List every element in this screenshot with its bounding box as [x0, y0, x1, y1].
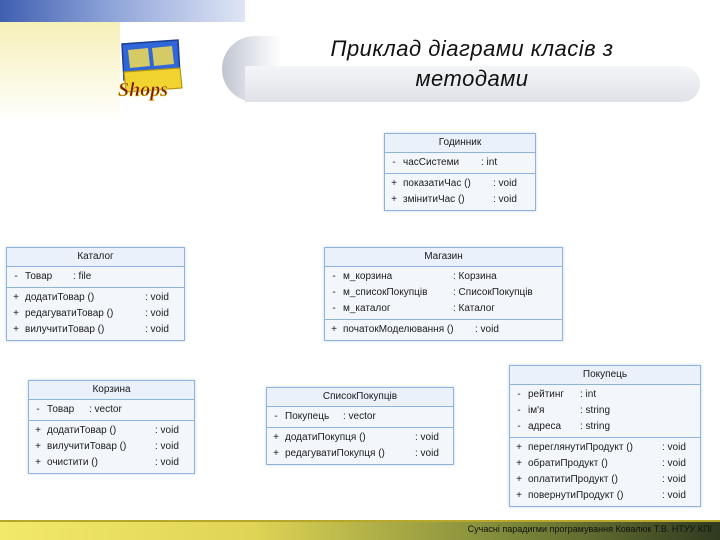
method-type: : void — [145, 292, 169, 303]
attribute-name: Товар — [25, 271, 53, 282]
visibility-marker: + — [391, 194, 397, 205]
method-row — [267, 446, 453, 462]
class-name: Годинник — [385, 134, 535, 153]
attributes-section — [7, 267, 184, 288]
class-customer[interactable] — [509, 365, 701, 507]
attribute-name: м_списокПокупців — [343, 287, 428, 298]
method-name: повернутиПродукт () — [528, 490, 624, 501]
attribute-type: : Корзина — [453, 271, 497, 282]
slide-title — [262, 34, 682, 94]
attribute-name: ім'я — [528, 405, 545, 416]
visibility-marker: + — [391, 178, 397, 189]
class-name: Корзина — [29, 381, 194, 400]
attribute-name: Товар — [47, 404, 75, 415]
class-name: Магазин — [325, 248, 562, 267]
visibility-marker: + — [516, 442, 522, 453]
method-name: вилучитиТовар () — [47, 441, 127, 452]
visibility-marker: - — [332, 287, 336, 298]
attribute-type: : file — [73, 271, 92, 282]
shops-logo-icon — [108, 36, 200, 106]
method-name: додатиПокупця () — [285, 432, 366, 443]
attribute-type: : vector — [343, 411, 376, 422]
visibility-marker: + — [516, 490, 522, 501]
method-row — [510, 472, 700, 488]
methods-section — [267, 428, 453, 464]
methods-section — [325, 320, 562, 340]
method-type: : void — [493, 178, 517, 189]
attribute-row — [510, 387, 700, 403]
attribute-row — [510, 419, 700, 435]
visibility-marker: + — [35, 425, 41, 436]
visibility-marker: - — [392, 157, 396, 168]
class-clock[interactable] — [384, 133, 536, 211]
methods-section — [29, 421, 194, 473]
method-row — [7, 290, 184, 306]
method-name: переглянутиПродукт () — [528, 442, 633, 453]
method-type: : void — [415, 448, 439, 459]
method-name: початокМоделювання () — [343, 324, 454, 335]
method-name: показатиЧас () — [403, 178, 471, 189]
method-row — [510, 440, 700, 456]
attribute-name: адреса — [528, 421, 562, 432]
attribute-name: м_каталог — [343, 303, 391, 314]
visibility-marker: - — [14, 271, 18, 282]
attribute-type: : int — [580, 389, 597, 400]
attribute-name: часСистеми — [403, 157, 460, 168]
attribute-type: : vector — [89, 404, 122, 415]
visibility-marker: + — [13, 292, 19, 303]
method-row — [29, 439, 194, 455]
visibility-marker: - — [36, 404, 40, 415]
class-store[interactable] — [324, 247, 563, 341]
visibility-marker: + — [516, 474, 522, 485]
logo-text: Shops — [118, 79, 169, 101]
visibility-marker: + — [13, 308, 19, 319]
method-row — [7, 306, 184, 322]
attribute-name: рейтинг — [528, 389, 565, 400]
method-row — [385, 192, 535, 208]
method-row — [29, 455, 194, 471]
method-type: : void — [662, 442, 686, 453]
methods-section — [7, 288, 184, 340]
attributes-section — [267, 407, 453, 428]
attribute-row — [7, 269, 184, 285]
visibility-marker: - — [517, 421, 521, 432]
method-type: : void — [145, 324, 169, 335]
class-name: Каталог — [7, 248, 184, 267]
methods-section — [510, 438, 700, 506]
visibility-marker: + — [35, 457, 41, 468]
method-row — [7, 322, 184, 338]
method-name: редагуватиТовар () — [25, 308, 114, 319]
method-row — [510, 456, 700, 472]
class-customer-list[interactable] — [266, 387, 454, 465]
method-type: : void — [155, 425, 179, 436]
method-type: : void — [155, 457, 179, 468]
attributes-section — [510, 385, 700, 438]
visibility-marker: + — [273, 432, 279, 443]
method-name: додатиТовар () — [47, 425, 117, 436]
attribute-row — [325, 269, 562, 285]
method-name: обратиПродукт () — [528, 458, 608, 469]
header-yellow-accent — [0, 22, 120, 122]
method-type: : void — [662, 490, 686, 501]
method-type: : void — [662, 474, 686, 485]
attribute-type: : СписокПокупців — [453, 287, 533, 298]
attribute-type: : string — [580, 421, 611, 432]
method-name: змінитиЧас () — [403, 194, 465, 205]
attribute-name: Покупець — [285, 411, 330, 422]
visibility-marker: + — [516, 458, 522, 469]
attributes-section — [29, 400, 194, 421]
attribute-row — [385, 155, 535, 171]
attribute-row — [510, 403, 700, 419]
method-name: очистити () — [47, 457, 98, 468]
method-name: вилучитиТовар () — [25, 324, 105, 335]
method-row — [510, 488, 700, 504]
class-name: Покупець — [510, 366, 700, 385]
footer-text: Сучасні парадигми програмування Ковалюк Т.В. НТУУ КПІ — [467, 524, 712, 534]
method-type: : void — [145, 308, 169, 319]
attribute-type: : string — [580, 405, 611, 416]
class-cart[interactable] — [28, 380, 195, 474]
attribute-type: : int — [481, 157, 498, 168]
method-name: редагуватиПокупця () — [285, 448, 385, 459]
visibility-marker: - — [517, 389, 521, 400]
method-row — [267, 430, 453, 446]
visibility-marker: - — [517, 405, 521, 416]
method-type: : void — [493, 194, 517, 205]
visibility-marker: + — [331, 324, 337, 335]
visibility-marker: + — [35, 441, 41, 452]
methods-section — [385, 174, 535, 210]
method-row — [385, 176, 535, 192]
footer-divider — [0, 520, 720, 522]
attribute-row — [29, 402, 194, 418]
method-name: оплатитиПродукт () — [528, 474, 618, 485]
method-type: : void — [155, 441, 179, 452]
method-name: додатиТовар () — [25, 292, 95, 303]
attribute-row — [267, 409, 453, 425]
class-name: СписокПокупців — [267, 388, 453, 407]
header-gradient-band — [0, 0, 245, 22]
attribute-row — [325, 285, 562, 301]
attributes-section — [385, 153, 535, 174]
method-type: : void — [662, 458, 686, 469]
method-type: : void — [475, 324, 499, 335]
visibility-marker: - — [274, 411, 278, 422]
title-line-2: методами — [415, 66, 529, 91]
attribute-row — [325, 301, 562, 317]
method-type: : void — [415, 432, 439, 443]
attribute-name: м_корзина — [343, 271, 393, 282]
attribute-type: : Каталог — [453, 303, 495, 314]
title-line-1: Приклад діаграми класів з — [330, 36, 614, 61]
method-row — [325, 322, 562, 338]
class-catalog[interactable] — [6, 247, 185, 341]
attributes-section — [325, 267, 562, 320]
visibility-marker: + — [13, 324, 19, 335]
visibility-marker: + — [273, 448, 279, 459]
visibility-marker: - — [332, 303, 336, 314]
visibility-marker: - — [332, 271, 336, 282]
method-row — [29, 423, 194, 439]
